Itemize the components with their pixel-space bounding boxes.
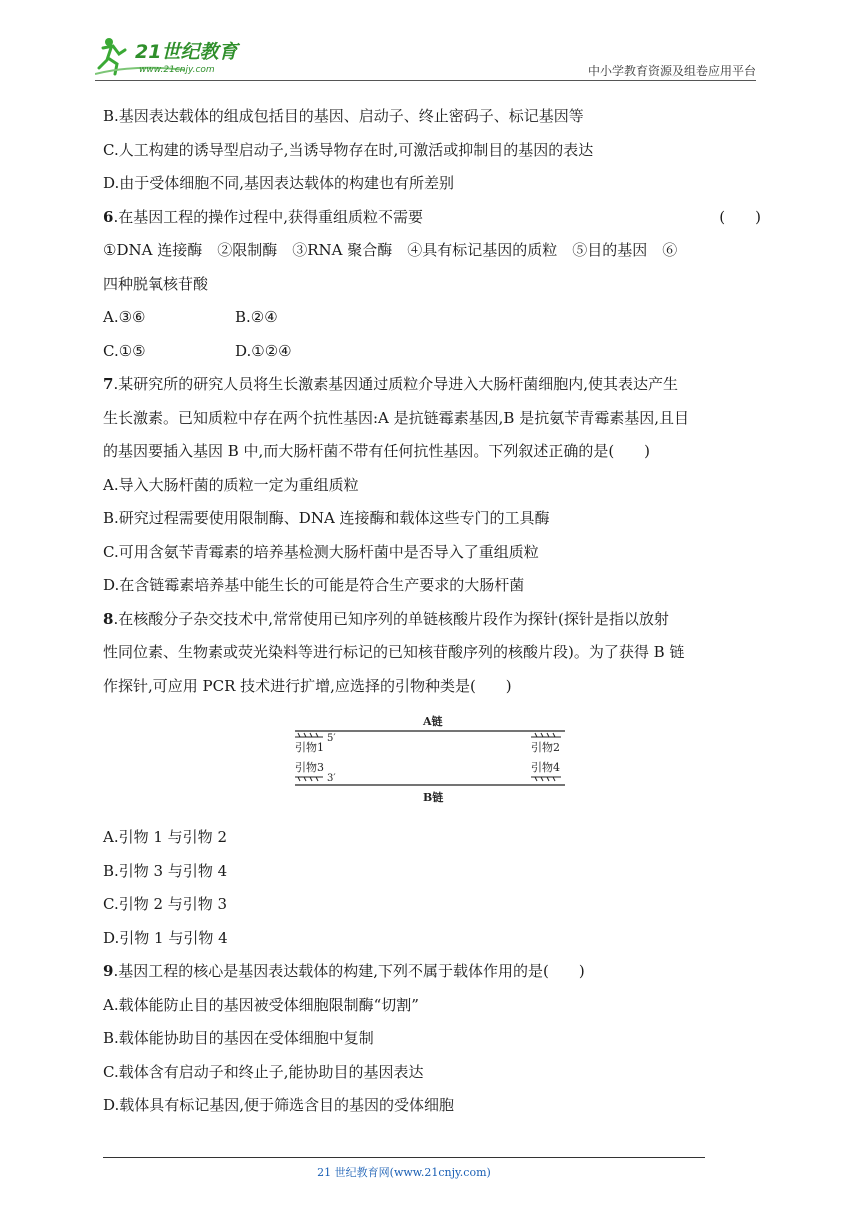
q6-stem-text: .在基因工程的操作过程中,获得重组质粒不需要 (113, 207, 423, 226)
q8-option-d: D.引物 1 与引物 4 (103, 928, 228, 947)
q9-option-c: C.载体含有启动子和终止子,能协助目的基因表达 (103, 1062, 424, 1081)
q5-option-c: C.人工构建的诱导型启动子,当诱导物存在时,可激活或抑制目的基因的表达 (103, 140, 594, 159)
q6-option-d: D.①②④ (235, 341, 292, 360)
q7-option-a: A.导入大肠杆菌的质粒一定为重组质粒 (103, 475, 359, 494)
q5-option-d: D.由于受体细胞不同,基因表达载体的构建也有所差别 (103, 174, 455, 192)
primer4-label: 引物4 (531, 761, 560, 774)
q6-items-line2: 四种脱氧核苷酸 (103, 274, 209, 293)
q7-stem-text-1: .某研究所的研究人员将生长激素基因通过质粒介导进入大肠杆菌细胞内,使其表达产生 (113, 375, 678, 393)
end3-label: 3′ (327, 773, 336, 784)
q7-number: 7 (103, 375, 114, 393)
q8-stem-3: 作探针,可应用 PCR 技术进行扩增,应选择的引物种类是( ) (103, 676, 512, 695)
chain-a-label: A链 (423, 715, 443, 728)
q6-answer-paren: ( ) (719, 207, 761, 226)
primer2-label: 引物2 (531, 741, 560, 754)
q6-items-line1: ①DNA 连接酶 ②限制酶 ③RNA 聚合酶 ④具有标记基因的质粒 ⑤目的基因 ⑥ (103, 241, 678, 259)
q8-option-a: A.引物 1 与引物 2 (103, 828, 227, 846)
primer3-hatch (295, 777, 323, 781)
q6-options-ab (103, 301, 763, 335)
q9-option-d: D.载体具有标记基因,便于筛选含目的基因的受体细胞 (103, 1096, 455, 1114)
logo-url-text: www.21cnjy.com (139, 65, 215, 75)
primer2-hatch (531, 733, 561, 737)
chain-b-label: B链 (423, 791, 444, 804)
primer1-label: 引物1 (295, 741, 324, 754)
header-divider (95, 80, 756, 81)
q9-option-b: B.载体能协助目的基因在受体细胞中复制 (103, 1029, 374, 1047)
primer3-label: 引物3 (295, 761, 324, 774)
q6-number: 6 (103, 207, 114, 226)
q7-stem-3: 的基因要插入基因 B 中,而大肠杆菌不带有任何抗性基因。下列叙述正确的是( ) (103, 442, 651, 460)
q9-stem (103, 955, 763, 989)
q7-option-b: B.研究过程需要使用限制酶、DNA 连接酶和载体这些专门的工具酶 (103, 509, 550, 527)
logo-main-text: 21世纪教育 (135, 41, 238, 63)
q6-options-cd (103, 335, 763, 369)
q8-stem-text-1: .在核酸分子杂交技术中,常常使用已知序列的单链核酸片段作为探针(探针是指以放射 (113, 609, 669, 628)
q5-option-b: B.基因表达载体的组成包括目的基因、启动子、终止密码子、标记基因等 (103, 107, 584, 125)
question-content (103, 100, 763, 1123)
q8-stem-1 (103, 603, 763, 637)
q7-stem-2: 生长激素。已知质粒中存在两个抗性基因:A 是抗链霉素基因,B 是抗氨苄青霉素基因,且目 (103, 408, 689, 427)
q7-option-d: D.在含链霉素培养基中能生长的可能是符合生产要求的大肠杆菌 (103, 576, 525, 594)
q8-option-b: B.引物 3 与引物 4 (103, 861, 228, 880)
q9-stem-text: .基因工程的核心是基因表达载体的构建,下列不属于载体作用的是( ) (113, 962, 585, 980)
primer1-hatch (295, 733, 323, 737)
primer-diagram (295, 711, 575, 811)
q9-option-a: A.载体能防止目的基因被受体细胞限制酶“切割” (103, 995, 419, 1014)
q8-number: 8 (103, 609, 114, 628)
q6-stem (103, 201, 763, 235)
q6-option-a: A.③⑥ (103, 308, 146, 326)
q7-option-c: C.可用含氨苄青霉素的培养基检测大肠杆菌中是否导入了重组质粒 (103, 542, 539, 561)
site-logo (95, 34, 265, 80)
end5-label: 5′ (327, 733, 336, 744)
q8-option-c: C.引物 2 与引物 3 (103, 895, 228, 913)
q7-stem-1 (103, 368, 763, 402)
q8-stem-2: 性同位素、生物素或荧光染料等进行标记的已知核苷酸序列的核酸片段)。为了获得 B 链 (103, 643, 685, 661)
footer-divider (103, 1157, 705, 1158)
footer-link[interactable]: 21 世纪教育网(www.21cnjy.com) (317, 1166, 491, 1179)
platform-text: 中小学教育资源及组卷应用平台 (587, 64, 756, 78)
q6-option-c: C.①⑤ (103, 341, 146, 360)
primer4-hatch (531, 777, 561, 781)
q6-option-b: B.②④ (235, 308, 278, 326)
q9-number: 9 (103, 962, 114, 980)
